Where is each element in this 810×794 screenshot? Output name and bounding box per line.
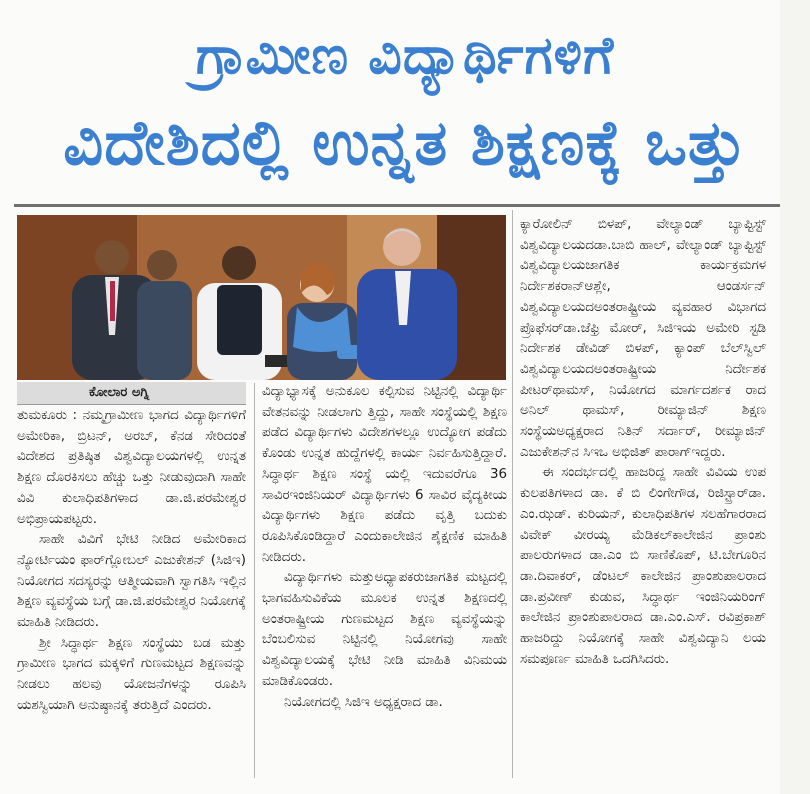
article-column-middle [262,382,507,778]
news-photo [17,215,506,380]
article-paragraph: ವಿದ್ಯಾಭ್ಯಾಸಕ್ಕೆ ಅನುಕೂಲ ಕಲ್ಪಿಸುವ ನಿಟ್ಟಿನಲ್ಲಿ ವಿದ್ಯಾರ್ಥಿ ವೇತನವನ್ನು ನೀಡಲಾಗು ತ್ತಿದ್ದು, ಸಾಹೇ ಸಂಸ್ಥೆಯಲ್ಲಿ ಶಿಕ್ಷಣ ಪಡೆದ ವಿದ್ಯಾರ್ಥಿಗಳು ವಿದೇಶಗಳಲ್ಲೂ ಉದ್ಯೋಗ ಪಡೆದು ಕೊಂಡು ಉನ್ನತ ಹುದ್ದೆಗಳಲ್ಲಿ ಕಾರ್ಯ ನಿರ್ವಹಿಸುತ್ತಿದ್ದಾರೆ. ಸಿದ್ಧಾರ್ಥ ಶಿಕ್ಷಣ ಸಂಸ್ಥೆ ಯಲ್ಲಿ ಇದುವರೆಗೂ 36 ಸಾವಿರಇಂಜಿನಿಯರ್ ವಿದ್ಯಾರ್ಥಿಗಳು 6 ಸಾವಿರ ವೈದ್ಯಕೀಯ ವಿದ್ಯಾರ್ಥಿಗಳು ಶಿಕ್ಷಣ ಪಡೆದು ವೃತ್ತಿ ಬದುಕು ರೂಪಿಸಿಕೊಂಡಿದ್ದಾರೆ ಎಂದುಕಾಲೇಜಿನ ಶೈಕ್ಷಣಿಕ ಮಾಹಿತಿ ನೀಡಿದರು. [262,384,507,565]
article-paragraph: ವಿದ್ಯಾರ್ಥಿಗಳು ಮತ್ತುಅಧ್ಯಾಪಕರುಜಾಗತಿಕ ಮಟ್ಟದಲ್ಲಿ ಭಾಗವಹಿಸುವಿಕೆಯ ಮೂಲಕ ಉನ್ನತ ಶಿಕ್ಷಣದಲ್ಲಿ ಅಂತರಾಷ್ಟ್ರೀಯ ಗುಣಮಟ್ಟದ ಶಿಕ್ಷಣ ವ್ಯವಸ್ಥೆಯನ್ನು ಬೆಂಬಲಿಸುವ ನಿಟ್ಟಿನಲ್ಲಿ ನಿಯೋಗವು ಸಾಹೇ ವಿಶ್ವವಿದ್ಯಾಲಯಕ್ಕೆ ಭೇಟಿ ನೀಡಿ ಮಾಹಿತಿ ವಿನಿಮಯ ಮಾಡಿಕೊಂಡರು. [262,570,507,689]
article-paragraph: ನಿಯೋಗದಲ್ಲಿ ಸಿಜಿಇ ಅಧ್ಯಕ್ಷರಾದ ಡಾ. [284,694,443,710]
photo-credit [17,382,246,405]
article-paragraph: ಈ ಸಂದರ್ಭದಲ್ಲಿ ಹಾಜರಿದ್ದ ಸಾಹೇ ವಿವಿಯ ಉಪ ಕುಲಪತಿಗಳಾದ ಡಾ. ಕೆ ಬಿ ಲಿಂಗೇಗೌಡ, ರಿಜಿಸ್ಟ್ರಾರ್‌ಡಾ. ಎಂ.ಝಡ್. ಕುರಿಯನ್, ಕುಲಾಧಿಪತಿಗಳ ಸಲಹೆಗಾರರಾದ ವಿವೇಕ್ ವೀರಯ್ಯ ಮೆಡಿಕಲ್‌ಕಾಲೇಜಿನ ಪ್ರಾಂಶು ಪಾಲರುಗಳಾದ ಡಾ.ಎಂ ಬಿ ಸಾಣಿಕೊಪ್, ಟಿ.ಬೇಗೂರಿನ ಡಾ.ದಿವಾಕರ್, ಡೆಂಟಲ್ ಕಾಲೇಜಿನ ಪ್ರಾಂಶುಪಾಲರಾದ ಡಾ.ಪ್ರವೀಣ್ ಕುಡುವ, ಸಿದ್ಧಾರ್ಥ ಇಂಜಿನಿಯರಿಂಗ್ ಕಾಲೇಜಿನ ಪ್ರಾಂಶುಪಾಲರಾದ ಡಾ.ಎಂ.ಎಸ್. ರವಿಪ್ರಕಾಶ್ ಹಾಜರಿದ್ದು ನಿಯೋಗಕ್ಕೆ ಸಾಹೇ ವಿಶ್ವವಿದ್ಯಾನಿ ಲಯ ಸಮಪೂರ್ಣ ಮಾಹಿತಿ ಒದಗಿಸಿದರು. [520,465,766,667]
article-paragraph: ತುಮಕೂರು : ನಮ್ಮಗ್ರಾಮೀಣ ಭಾಗದ ವಿದ್ಯಾರ್ಥಿಗಳಿಗೆ ಅಮೇರಿಕಾ, ಬ್ರಿಟನ್, ಅರಬ್, ಕೆನಡ ಸೇರಿದಂತೆ ವಿದೇಶದ ಪ್ರತಿಷ್ಠಿತ ವಿಶ್ವವಿದ್ಯಾಲಯಗಳಲ್ಲಿ ಉನ್ನತ ಶಿಕ್ಷಣ ದೊರಕಿಸಲು ಹೆಚ್ಚು ಒತ್ತು ನೀಡುವುದಾಗಿ ಸಾಹೇ ವಿವಿ ಕುಲಾಧಿಪತಿಗಳಾದ ಡಾ.ಜಿ.ಪರಮೇಶ್ವರ ಅಭಿಪ್ರಾಯಪಟ್ಟರು. [17,408,246,527]
headline-line-2: ವಿದೇಶಿದಲ್ಲಿ ಉನ್ನತ ಶಿಕ್ಷಣಕ್ಕೆ ಒತ್ತು [63,106,747,179]
article-column-right [520,215,766,780]
headline-divider [14,204,799,207]
article-paragraph: ಸಾಹೇ ವಿವಿಗೆ ಭೇಟಿ ನೀಡಿದ ಅಮೇರಿಕಾದ ನ್ಯೋರ್ಟಿಯಂ ಫಾರ್‌ಗ್ಲೋಬಲ್ ಎಜುಕೇಶನ್ (ಸಿಜಿಇ) ನಿಯೋಗದ ಸದಸ್ಯರನ್ನು ಆತ್ಮೀಯವಾಗಿ ಸ್ವಾಗತಿಸಿ ಇಲ್ಲಿನ ಶಿಕ್ಷಣ ವ್ಯವಸ್ಥೆಯ ಬಗ್ಗೆ ಡಾ.ಜಿ.ಪರಮೇಶ್ವರ ನಿಯೋಗಕ್ಕೆ ಮಾಹಿತಿ ನೀಡಿದರು. [17,532,246,631]
article-paragraph: ಶ್ರೀ ಸಿದ್ಧಾರ್ಥ ಶಿಕ್ಷಣ ಸಂಸ್ಥೆಯು ಬಡ ಮತ್ತು ಗ್ರಾಮೀಣ ಭಾಗದ ಮಕ್ಕಳಿಗೆ ಗುಣಮಟ್ಟದ ಶಿಕ್ಷಣವನ್ನು ನೀಡಲು ಹಲವು ಯೋಜನೆಗಳನ್ನು ರೂಪಿಸಿ ಯಶಸ್ವಿಯಾಗಿ ಅನುಷ್ಠಾನಕ್ಕೆ ತರುತ್ತಿದೆ ಎಂದರು. [17,635,246,713]
article-column-left [17,406,246,778]
article-paragraph: ಕ್ಯಾರೋಲಿನ್ ಬಿಳಪ್, ವೇಲ್ಯಾಂಡ್ ಬ್ಯಾಪ್ಟಿಸ್ಟ್ ವಿಶ್ವವಿದ್ಯಾಲಯದಡಾ.ಬಾಬಿ ಹಾಲ್, ವೇಲ್ಯಾಂಡ್ ಬ್ಯಾಪ್ಟಿಸ್ಟ್ ವಿಶ್ವವಿದ್ಯಾಲಯಜಾಗತಿಕ ಕಾರ್ಯಕ್ರಮಗಳ ನಿರ್ದೇಶಕರಾನ್‌ಆಶ್ಲೇ, ಆಂಡರ್ಸನ್ ವಿಶ್ವವಿದ್ಯಾಲಯದಅಂತರಾಷ್ಟ್ರೀಯ ವ್ಯವಹಾರ ವಿಭಾಗದ ಪ್ರೊಫೆಸರ್‌ಡಾ.ಜೆಫ್ರಿ ಮೋರ್, ಸಿಜಿಇಯ ಅಮೇರಿ ಸ್ಟಡಿ ನಿರ್ದೇಶಕ ಡೇವಿಡ್ ಬಿಳಪ್, ಕ್ಯಾಂಪ್ ಬೆಲ್‌ಸ್ವಿಲ್ ವಿಶ್ವವಿದ್ಯಾಲಯದಅಂತರಾಷ್ಟ್ರೀಯ ನಿರ್ದೇಶಕ ಪೀಟರ್‌ಥಾಮಸ್, ನಿಯೋಗದ ಮಾರ್ಗದರ್ಶಕ ರಾದ ಅನಿಲ್ ಥಾಮಸ್, ರೀಮ್ಯಾಜಿನ್ ಶಿಕ್ಷಣ ಸಂಸ್ಥೆಯಅಧ್ಯಕ್ಷರಾದ ನಿತಿನ್ ಸರ್ದಾರ್, ರೀಮ್ಯಾಜಿನ್ ಎಜುಕೇಶನ್‌ನ ಸಿಇಒ ಅಭಿಜಿತ್ ಪಾರಾಗ್ಇದ್ದರು. [520,217,766,460]
page-margin [780,0,810,794]
column-divider [512,210,513,778]
photo-illustration [17,215,506,380]
photo-credit-text: ಕೋಲಾರ ಅಗ್ನಿ [89,385,150,400]
headline-line-1: ಗ್ರಾಮೀಣ ವಿದ್ಯಾರ್ಥಿಗಳಿಗೆ [195,26,615,86]
column-divider [254,383,255,778]
